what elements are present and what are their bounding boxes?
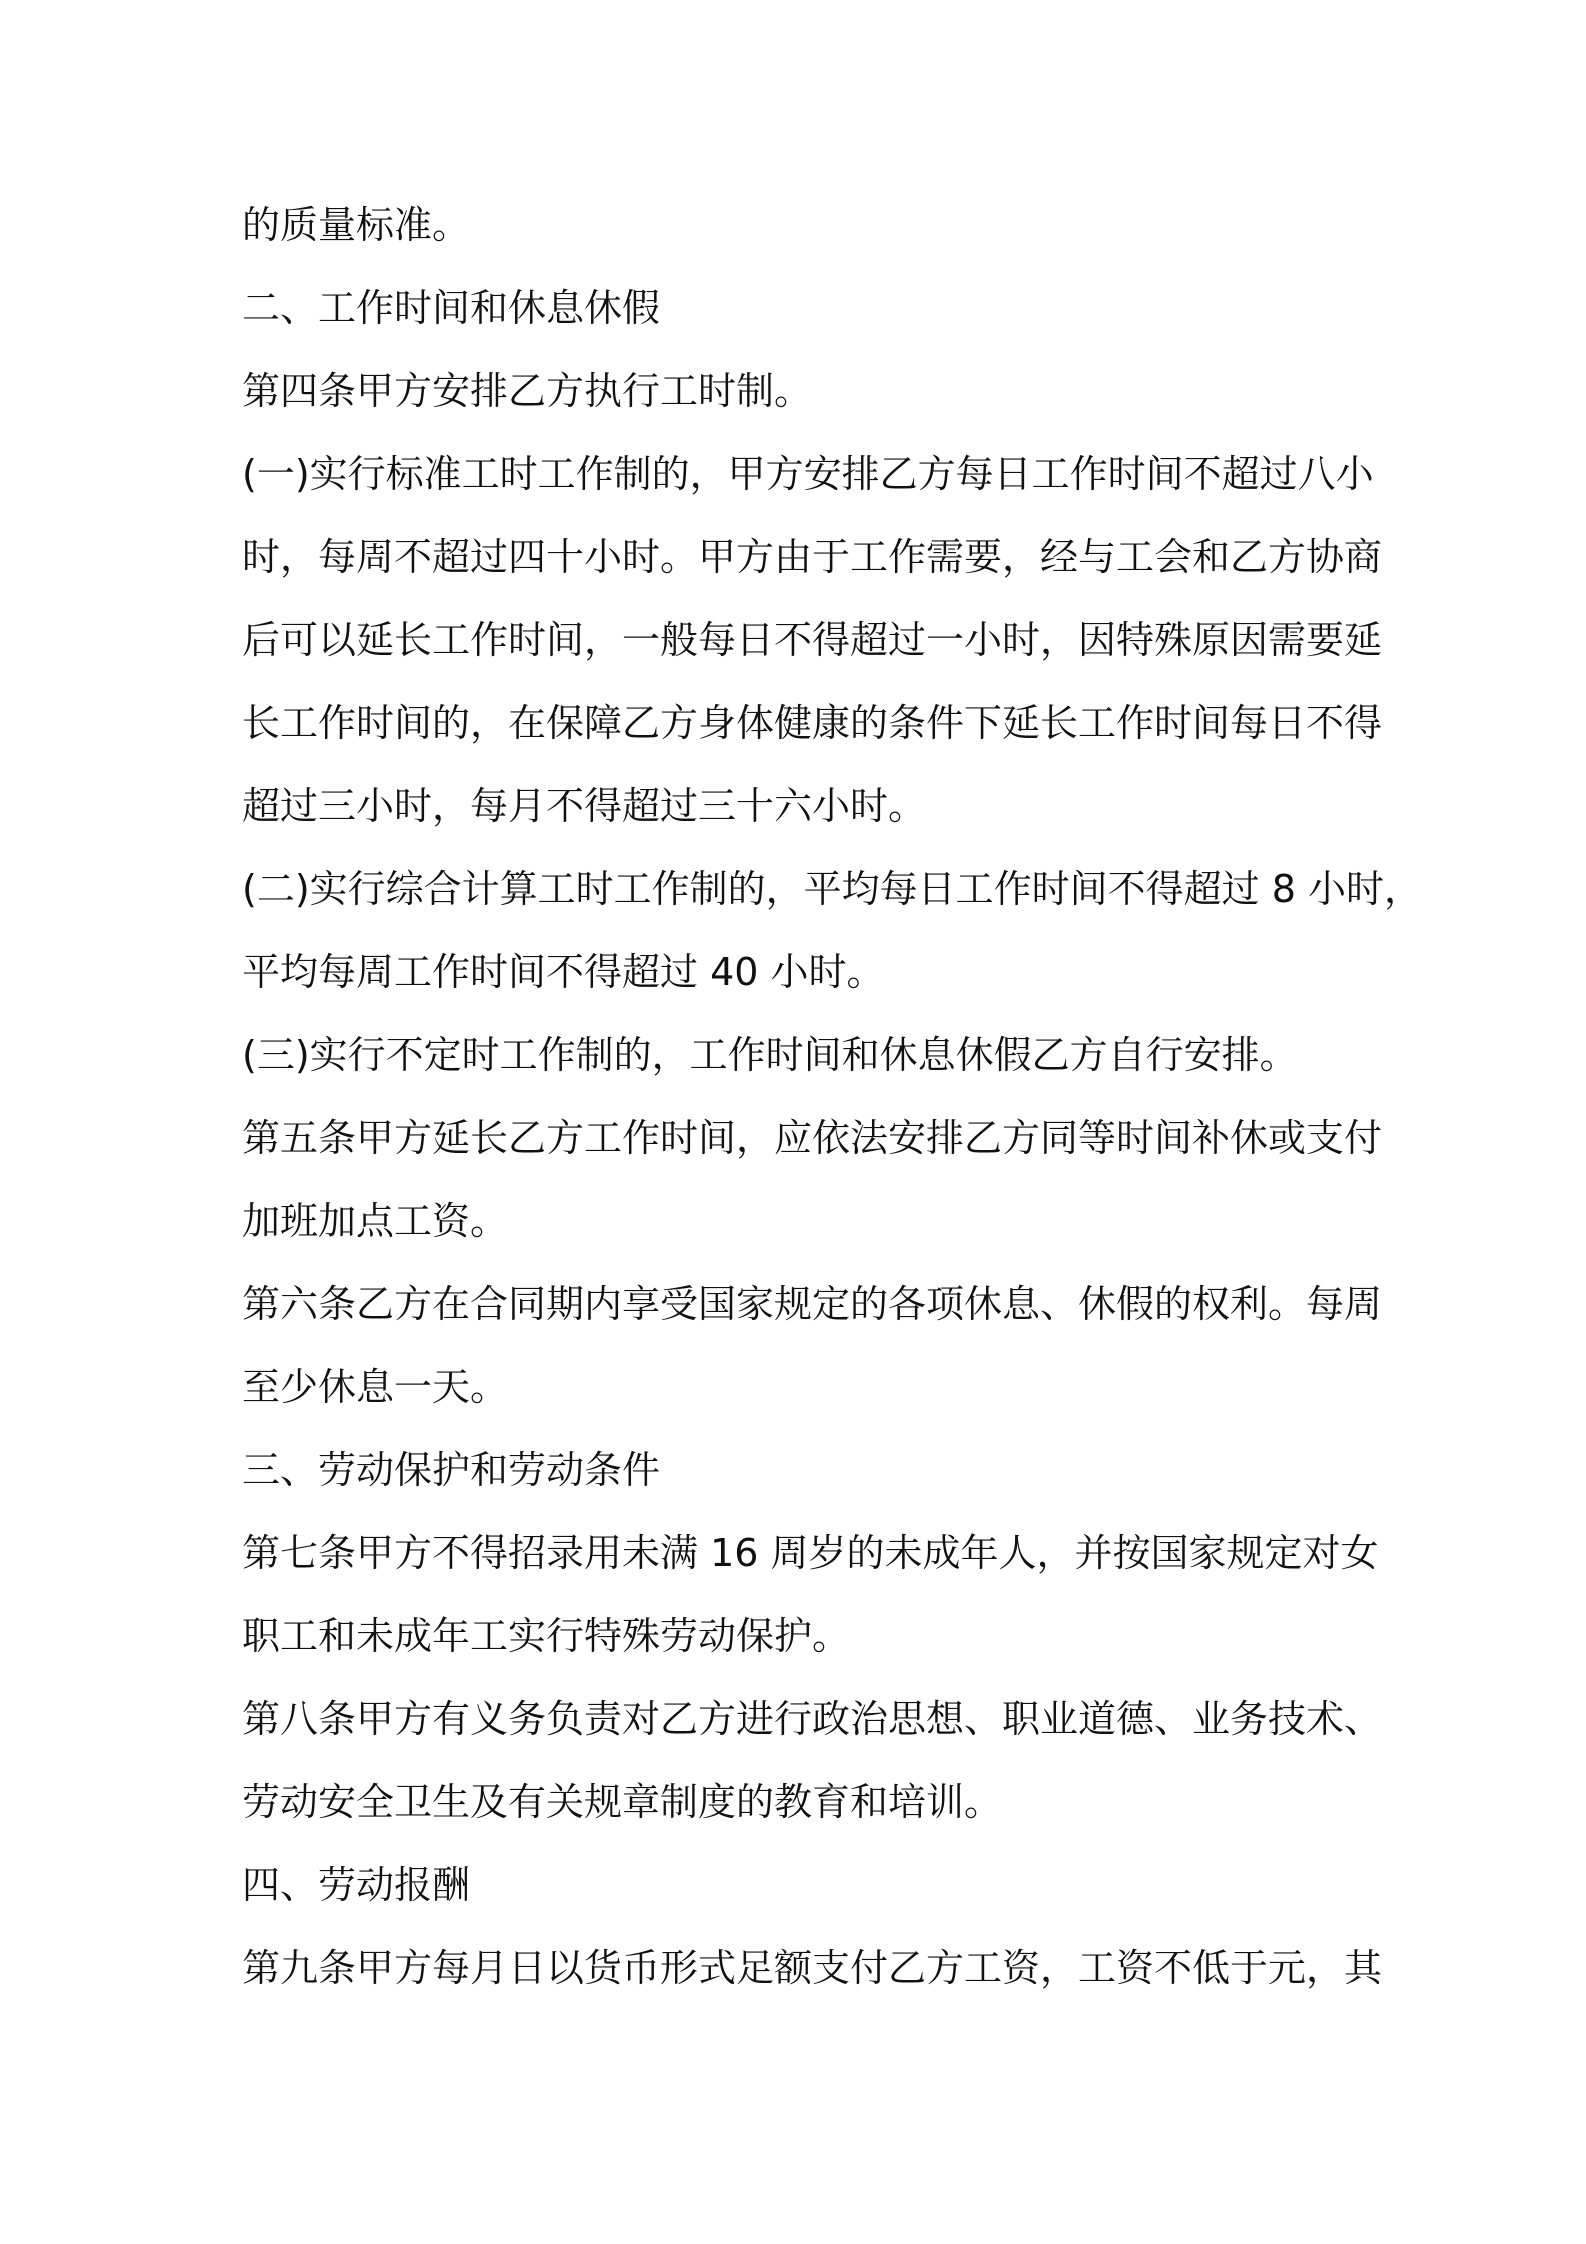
text-line: 长工作时间的，在保障乙方身体健康的条件下延长工作时间每日不得 [242, 701, 1383, 745]
text-line: (一)实行标准工时工作制的，甲方安排乙方每日工作时间不超过八小 [242, 452, 1374, 496]
section-heading: 三、劳动保护和劳动条件 [242, 1448, 661, 1492]
text-line: 的质量标准。 [242, 203, 471, 247]
text-line: 至少休息一天。 [242, 1365, 509, 1409]
text-line: 第七条甲方不得招录用未满 16 周岁的未成年人，并按国家规定对女 [242, 1531, 1379, 1575]
text-line: 劳动安全卫生及有关规章制度的教育和培训。 [242, 1780, 1003, 1824]
text-line: (二)实行综合计算工时工作制的，平均每日工作时间不得超过 8 小时， [242, 867, 1422, 911]
text-line: 加班加点工资。 [242, 1199, 509, 1243]
text-line: 职工和未成年工实行特殊劳动保护。 [242, 1614, 851, 1658]
section-heading: 四、劳动报酬 [242, 1863, 471, 1907]
text-line: 第八条甲方有义务负责对乙方进行政治思想、职业道德、业务技术、 [242, 1697, 1383, 1741]
text-line: (三)实行不定时工作制的，工作时间和休息休假乙方自行安排。 [242, 1033, 1298, 1077]
section-heading: 二、工作时间和休息休假 [242, 286, 661, 330]
text-line: 超过三小时，每月不得超过三十六小时。 [242, 784, 927, 828]
text-line: 第九条甲方每月日以货币形式足额支付乙方工资，工资不低于元，其 [242, 1946, 1383, 1990]
text-line: 第六条乙方在合同期内享受国家规定的各项休息、休假的权利。每周 [242, 1282, 1383, 1326]
text-line: 第四条甲方安排乙方执行工时制。 [242, 369, 813, 413]
text-line: 时，每周不超过四十小时。甲方由于工作需要，经与工会和乙方协商 [242, 535, 1383, 579]
text-line: 后可以延长工作时间，一般每日不得超过一小时，因特殊原因需要延 [242, 618, 1383, 662]
text-line: 第五条甲方延长乙方工作时间，应依法安排乙方同等时间补休或支付 [242, 1116, 1383, 1160]
text-line: 平均每周工作时间不得超过 40 小时。 [242, 950, 885, 994]
